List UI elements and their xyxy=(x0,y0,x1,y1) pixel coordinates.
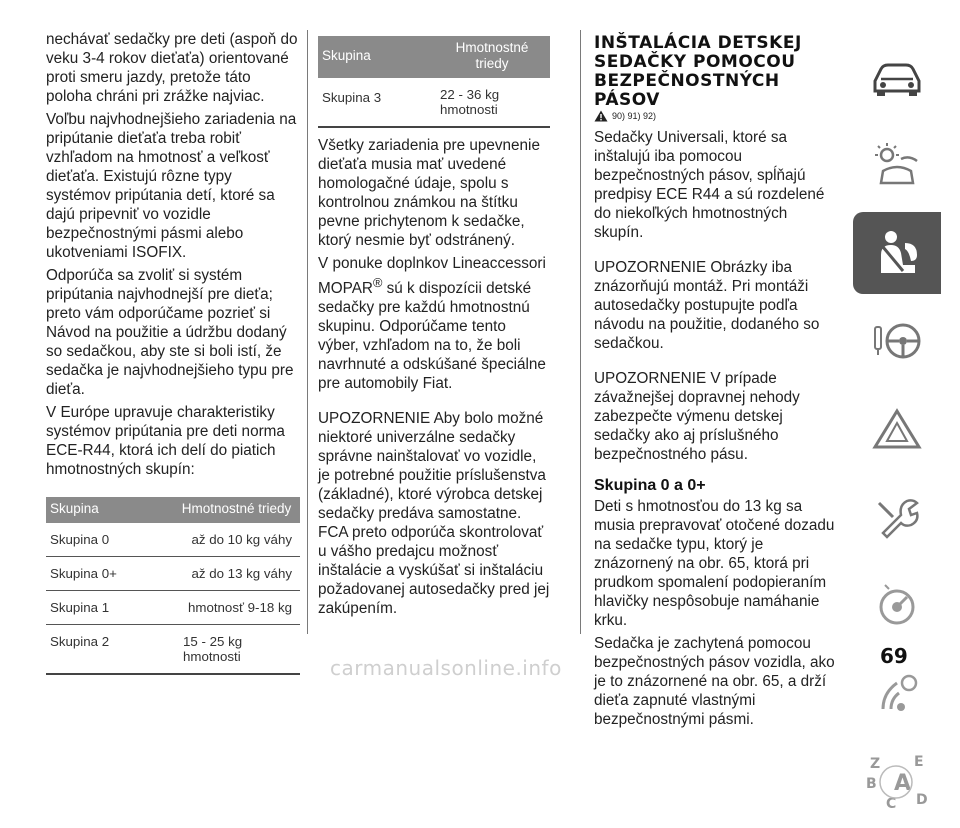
warning-triangle-icon xyxy=(594,110,608,122)
sidebar-tab-index[interactable] xyxy=(853,740,941,822)
table-row xyxy=(46,557,300,591)
seatbelt-airbag-icon xyxy=(869,225,925,281)
alphabet-index-icon xyxy=(862,748,932,814)
svg-text:B: B xyxy=(866,776,877,792)
warning-triangle-icon xyxy=(869,405,925,453)
sidebar-tab-start[interactable] xyxy=(853,300,941,382)
table-row xyxy=(46,625,300,675)
column-2 xyxy=(318,30,550,622)
table-cell: Skupina 1 xyxy=(46,591,173,625)
warning-references: 90) 91) 92) xyxy=(594,110,840,122)
steering-wheel-icon xyxy=(869,317,925,365)
paragraph: Sedačky Universali, ktoré sa inštalujú iba pomocou bezpečnostných pásov, spĺňajú predpisy ECE R44 a sú rozdelené do niekoľkých hmotnostných skupín. xyxy=(594,129,825,241)
table-cell: až do 10 kg váhy xyxy=(173,523,300,557)
note-paragraph: UPOZORNENIE Aby bolo možné niektoré univerzálne sedačky správne nainštalovať vo vozidle, je potrebné použitie príslušenstva (základné), ktoré výrobca detskej sedačky predáva samostatne. FCA preto odporúča skontrolovať u vášho predajcu možnosť inštalácie a vyskúšať si inštaláciu požadovanej autosedačky pred jej zakúpením. xyxy=(318,410,550,618)
note-paragraph: UPOZORNENIE Obrázky iba znázorňujú montáž. Pri montáži autosedačky postupujte podľa návodu na použitie, dodaného so sedačkou. xyxy=(594,259,820,352)
table-header-row xyxy=(46,497,300,523)
specs-gauge-icon xyxy=(869,581,925,629)
svg-text:A: A xyxy=(894,771,912,796)
table-cell: Skupina 2 xyxy=(46,625,173,675)
spacer xyxy=(318,397,550,409)
paragraph: Deti s hmotnosťou do 13 kg sa musia prepravovať otočené dozadu na sedačke typu, ktorý je znázornený na obr. 65, ktorá pri prudkom spomalení podopieraním hlavičky nespôsobuje namáhanie krku. xyxy=(594,498,835,629)
paragraph: Voľbu najvhodnejšieho zariadenia na pripútanie dieťaťa treba robiť vzhľadom na hmotnosť a veľkosť dieťaťa. Existujú rôzne typy systémov pripútania detí, ktoré sa dajú pripevniť vo vozidle bezpečnostnými pásmi alebo ukotveniami ISOFIX. xyxy=(46,111,297,261)
gps-signal-icon xyxy=(869,669,925,717)
sidebar-tab-car[interactable] xyxy=(853,36,941,118)
paragraph: Sedačka je zachytená pomocou bezpečnostných pásov vozidla, ako je to znázornené na obr. 65, a drží dieťa zapnuté vlastnými bezpečnostnými pásmi. xyxy=(594,635,835,728)
spacer xyxy=(594,246,840,258)
sidebar-tab-safety[interactable] xyxy=(853,212,941,294)
paragraph: Odporúča sa zvoliť si systém pripútania najvhodnejší pre dieťa; preto vám odporúčame pozrieť si Návod na použitie a údržbu dodaný so sedačkou, aby ste si boli istí, že sedačka je najvhodnejšieho typu pre dieťa. xyxy=(46,267,294,398)
svg-text:Z: Z xyxy=(870,756,881,772)
column-divider xyxy=(307,30,308,634)
sidebar-tab-maintenance[interactable] xyxy=(853,476,941,558)
page-number: 69 xyxy=(880,644,908,668)
svg-text:E: E xyxy=(914,754,924,770)
chapter-sidebar xyxy=(853,36,941,828)
paragraph: nechávať sedačky pre deti (aspoň do veku 3-4 rokov dieťaťa) orientované proti smeru jazdy, pretože táto poloha chráni pri zrážke najviac. xyxy=(46,31,298,105)
spacer xyxy=(594,357,840,369)
sidebar-tab-emergency[interactable] xyxy=(853,388,941,470)
sidebar-tab-dashboard[interactable] xyxy=(853,124,941,206)
table-header-row xyxy=(318,36,550,78)
watermark: carmanualsonline.info xyxy=(330,656,562,680)
paragraph xyxy=(318,254,550,393)
note-paragraph: UPOZORNENIE V prípade závažnejšej dopravnej nehody zabezpečte výmenu detskej sedačky ako aj príslušného bezpečnostného pásu. xyxy=(594,370,800,463)
registered-mark: ® xyxy=(372,275,383,290)
table-cell: až do 13 kg váhy xyxy=(173,557,300,591)
table-row xyxy=(318,78,550,127)
paragraph: Všetky zariadenia pre upevnenie dieťaťa musia mať uvedené homologačné údaje, spolu s kontrolnou známkou na štítku pevne prichytenom k sedačke, ktorý nesmie byť odstránený. xyxy=(318,137,540,249)
table-header-weight: Hmotnostné triedy xyxy=(173,497,300,523)
table-header-weight: Hmotnostné triedy xyxy=(434,36,550,78)
table-header-group: Skupina xyxy=(318,36,434,78)
car-icon xyxy=(869,57,925,97)
table-row xyxy=(46,591,300,625)
wrench-icon xyxy=(869,493,925,541)
sidebar-tab-specs[interactable] xyxy=(853,564,941,646)
column-3 xyxy=(594,30,840,733)
weight-groups-table-continued xyxy=(318,36,550,128)
table-cell: Skupina 0+ xyxy=(46,557,173,591)
paragraph: V Európe upravuje charakteristiky systémov pripútania pre deti norma ECE-R44, ktorá ich delí do piatich hmotnostných skupín: xyxy=(46,404,285,478)
subheading: Skupina 0 a 0+ xyxy=(594,477,706,494)
table-header-group: Skupina xyxy=(46,497,173,523)
svg-text:C: C xyxy=(886,796,897,812)
dashboard-lights-icon xyxy=(869,141,925,189)
table-cell: Skupina 3 xyxy=(318,78,434,127)
column-1 xyxy=(46,30,300,675)
table-row xyxy=(46,523,300,557)
paragraph-text: V ponuke doplnkov Lineaccessori MOPAR xyxy=(318,255,546,298)
table-cell: 22 - 36 kg hmotnosti xyxy=(434,78,550,127)
table-cell: hmotnosť 9-18 kg xyxy=(173,591,300,625)
weight-groups-table xyxy=(46,497,300,675)
section-title: INŠTALÁCIA DETSKEJ SEDAČKY POMOCOU BEZPEČNOSTNÝCH PÁSOV xyxy=(594,33,802,110)
column-divider xyxy=(580,30,581,634)
table-cell: 15 - 25 kg hmotnosti xyxy=(173,625,300,675)
paragraph-text: sú k dispozícii detské sedačky pre každú hmotnostnú skupinu. Odporúčame tento výber, vzhľadom na to, že boli navrhnuté a odskúšané špeciálne pre automobily Fiat. xyxy=(318,280,546,393)
table-cell: Skupina 0 xyxy=(46,523,173,557)
svg-text:D: D xyxy=(916,792,928,808)
